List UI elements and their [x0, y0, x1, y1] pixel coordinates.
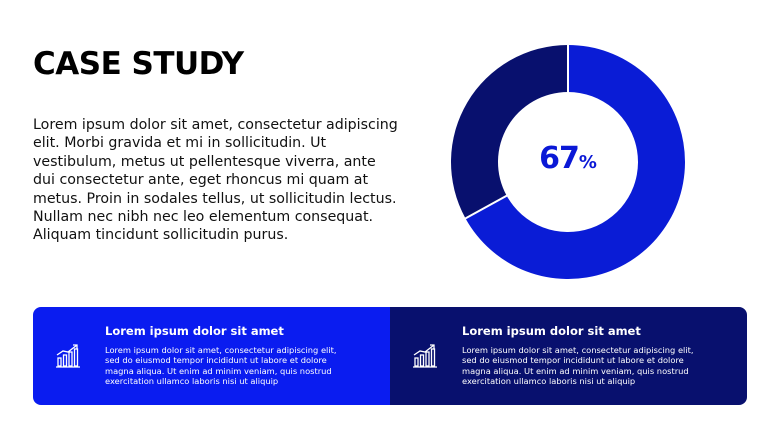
info-panel-right — [390, 307, 747, 405]
panel-text: Lorem ipsum dolor sit amet, consectetur adipiscing elit, sed do eiusmod tempor incididunt ut labore et dolore magna aliqua. Ut enim ad minim veniam, quis nostrud exercitation ullamco laboris nisi ut aliquip — [462, 345, 694, 387]
body-paragraph: Lorem ipsum dolor sit amet, consectetur adipiscing elit. Morbi gravida et mi in sollicitudin. Ut vestibulum, metus ut pellentesque viverra, ante dui consectetur ante, eget rhoncus mi quam at metus. Proin in sodales tellus, ut sollicitudin lectus. Nullam nec nibh nec leo elementum consequat. Aliquam tincidunt sollicitudin purus. — [33, 117, 398, 244]
bar-chart-growth-icon — [412, 343, 438, 369]
info-band — [33, 307, 747, 405]
info-panel-left — [33, 307, 390, 405]
donut-value-label — [451, 141, 685, 176]
donut-unit: % — [578, 152, 597, 173]
donut-remainder-segment — [451, 45, 568, 218]
panel-title: Lorem ipsum dolor sit amet — [462, 324, 641, 338]
page-title: CASE STUDY — [33, 46, 244, 82]
panel-title: Lorem ipsum dolor sit amet — [105, 324, 284, 338]
bar-chart-growth-icon — [55, 343, 81, 369]
panel-text: Lorem ipsum dolor sit amet, consectetur adipiscing elit, sed do eiusmod tempor incididunt ut labore et dolore magna aliqua. Ut enim ad minim veniam, quis nostrud exercitation ullamco laboris nisi ut aliquip — [105, 345, 337, 387]
donut-value: 67 — [539, 141, 579, 176]
